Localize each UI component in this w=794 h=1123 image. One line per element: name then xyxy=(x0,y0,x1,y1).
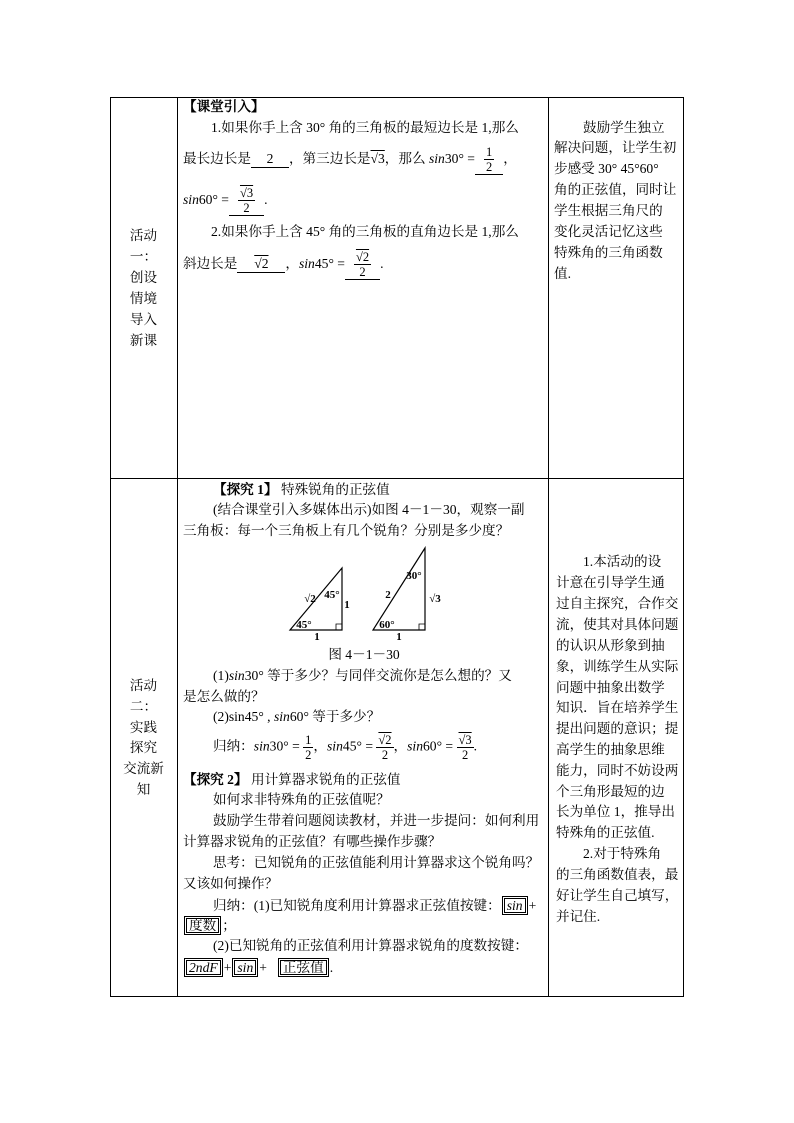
sin-symbol: sin xyxy=(428,151,445,167)
heading-title: 特殊锐角的正弦值 xyxy=(277,482,390,497)
calculator-key-sin: sin xyxy=(502,896,528,915)
column-divider-activity xyxy=(177,97,178,997)
explore-2-step-1 xyxy=(213,896,536,915)
design-note-line: 的三角函数值表，最 xyxy=(556,867,679,882)
sin-symbol: sin xyxy=(298,256,315,272)
denominator: 2 xyxy=(305,748,312,762)
explore-2-step-1-cont xyxy=(183,916,236,935)
design-note-line: 流，使其对具体问题 xyxy=(556,617,679,632)
explore-2-line: 思考：已知锐角的正弦值能利用计算器求这个锐角吗？ xyxy=(213,855,540,870)
text-segment: (1) xyxy=(213,668,229,683)
label-hypotenuse: 2 xyxy=(385,589,391,601)
text-segment: . xyxy=(264,192,268,208)
design-note-line: 个三角形最短的边 xyxy=(556,784,665,799)
answer-blank-sin60 xyxy=(229,186,264,216)
explore-2-line: 又该如何操作？ xyxy=(183,876,279,891)
design-note-line: 计意在引导学生通 xyxy=(556,575,665,590)
design-note-line: 解决问题，让学生初 xyxy=(554,140,677,155)
design-note-line: 能力，同时不妨设两 xyxy=(556,763,679,778)
heading-title: 用计算器求锐角的正弦值 xyxy=(247,772,401,787)
question-1-line-1: 1.如果你手上含 30° 角的三角板的最短边长是 1,那么 xyxy=(211,120,519,135)
activity-1-label-line: 新课 xyxy=(129,333,158,348)
explore-2-line: 如何求非特殊角的正弦值呢？ xyxy=(213,792,390,807)
explore-2-line: 鼓励学生带着问题阅读教材，并进一步提问：如何利用 xyxy=(213,813,540,828)
section-heading-explore-2 xyxy=(183,771,401,789)
text-segment: ，第三边长是 xyxy=(288,151,371,167)
design-note-line: 1.本活动的设 xyxy=(583,554,662,569)
text-segment: (2) xyxy=(213,709,229,724)
text-segment: 60° = xyxy=(423,738,454,754)
text-segment: ， xyxy=(393,738,408,754)
question-1-line-3 xyxy=(183,186,268,216)
column-divider-notes xyxy=(548,97,549,997)
activity-1-label-line: 创设 xyxy=(129,270,158,285)
design-note-line: 角的正弦值，同时让 xyxy=(554,182,677,197)
label-bottom-angle: 45° xyxy=(296,619,312,631)
text-segment: ， xyxy=(285,256,299,272)
fraction xyxy=(457,733,474,762)
denominator: 2 xyxy=(381,748,389,762)
calculator-key-degrees: 度数 xyxy=(184,916,221,935)
sin-symbol: sin xyxy=(228,709,245,724)
activity-2-label-line: 实践 xyxy=(129,720,158,735)
design-note-line: 的认识从形象到抽 xyxy=(556,638,665,653)
fraction xyxy=(484,145,494,174)
activity-1-label-line: 一： xyxy=(129,249,158,264)
activity-2-label-line: 探究 xyxy=(129,740,158,755)
calculator-key-sin: sin xyxy=(232,958,258,977)
design-note-line: 并记住. xyxy=(556,909,601,924)
design-note-line: 学生根据三角尺的 xyxy=(554,203,663,218)
label-top-angle: 45° xyxy=(324,589,340,601)
text-segment: . xyxy=(380,256,384,272)
design-note-line: 过自主探究，合作交 xyxy=(556,596,679,611)
design-note-line: 步感受 30° 45°60° xyxy=(554,161,659,176)
text-segment: 45° = xyxy=(314,256,345,272)
design-note-line: 变化灵活记忆这些 xyxy=(554,224,663,239)
text-segment: ； xyxy=(222,918,236,933)
heading-tag: 【探究 2】 xyxy=(183,772,248,787)
text-segment: 60° 等于多少？ xyxy=(289,709,381,724)
design-note-line: 长为单位 1，推导出 xyxy=(556,804,675,819)
triangle-30-60-90 xyxy=(373,548,441,643)
text-segment: . xyxy=(473,738,478,754)
calculator-key-sine-value: 正弦值 xyxy=(278,958,329,977)
numerator: √3 xyxy=(239,186,254,200)
sqrt-value: √3 xyxy=(370,151,385,167)
text-segment: 最长边长是 xyxy=(183,151,251,167)
numerator: √2 xyxy=(355,250,370,264)
plus-sign: + xyxy=(259,960,267,975)
activity-2-label-line: 二： xyxy=(129,699,158,714)
question-1-line-2 xyxy=(183,145,517,175)
design-note-line: 特殊角的三角函数 xyxy=(554,245,663,260)
explore-1-line: 三角板：每一个三角板上有几个锐角？分别是多少度？ xyxy=(183,523,510,538)
figure-caption: 图 4－1－30 xyxy=(328,647,400,662)
explore-1-question-1-cont: 是怎么做的？ xyxy=(183,689,265,704)
design-note-line: 象，训练学生从实际 xyxy=(556,659,679,674)
design-note-line: 鼓励学生独立 xyxy=(583,120,665,135)
answer-blank-sin45 xyxy=(345,250,380,280)
question-2-line-2 xyxy=(183,250,383,280)
design-note-line: 提出问题的意识；提 xyxy=(556,721,679,736)
numerator: 1 xyxy=(485,145,493,159)
label-bottom-angle: 60° xyxy=(379,619,395,631)
fraction xyxy=(354,250,371,279)
label-hypotenuse: √2 xyxy=(304,593,316,605)
text-segment: 30° 等于多少？与同伴交流你是怎么想的？又 xyxy=(244,668,512,683)
fraction xyxy=(238,186,255,215)
numerator: 1 xyxy=(305,733,312,747)
activity-1-label-line: 活动 xyxy=(129,228,158,243)
answer-blank-hypotenuse xyxy=(237,256,285,273)
denominator: 2 xyxy=(359,265,366,279)
text-segment: 60° = xyxy=(198,192,229,208)
explore-2-line: 计算器求锐角的正弦值？有哪些操作步骤？ xyxy=(183,834,442,849)
explore-2-step-2: (2)已知锐角的正弦值利用计算器求锐角的度数按键： xyxy=(213,938,528,953)
text-segment: 30° = xyxy=(444,151,475,167)
text-segment: 斜边长是 xyxy=(183,256,238,272)
text-segment: . xyxy=(329,960,334,975)
section-heading-explore-1 xyxy=(213,481,390,499)
sin-symbol: sin xyxy=(228,668,245,683)
calculator-key-2ndf: 2ndF xyxy=(184,958,223,977)
fraction xyxy=(376,733,393,762)
design-note-line: 特殊角的正弦值. xyxy=(556,825,655,840)
answer-blank-sin30 xyxy=(475,145,503,175)
sin-symbol: sin xyxy=(273,709,290,724)
explore-1-question-2 xyxy=(213,708,380,726)
sin-symbol: sin xyxy=(407,738,423,754)
numerator: √3 xyxy=(458,733,472,747)
denominator: 2 xyxy=(485,160,493,174)
text-segment: 归纳：(1)已知锐角度利用计算器求正弦值按键： xyxy=(213,898,501,913)
triangle-45-45-90 xyxy=(290,568,350,643)
fraction xyxy=(303,733,313,762)
plus-sign: + xyxy=(528,898,537,913)
label-vertical-leg: 1 xyxy=(344,599,350,611)
heading-tag: 【探究 1】 xyxy=(213,482,278,497)
answer-blank-longest-side: 2 xyxy=(251,151,289,168)
section-heading-intro: 【课堂引入】 xyxy=(183,99,265,114)
label-vertical-leg: √3 xyxy=(429,593,441,605)
design-note-line: 值. xyxy=(554,266,571,281)
sin-symbol: sin xyxy=(183,192,199,208)
plus-sign: + xyxy=(223,960,232,975)
design-note-line: 知识．旨在培养学生 xyxy=(556,700,679,715)
design-note-line: 问题中抽象出数学 xyxy=(556,680,665,695)
explore-2-step-2-keys xyxy=(183,958,333,977)
label-base-leg: 1 xyxy=(396,631,402,643)
explore-1-summary xyxy=(213,733,477,762)
text-segment: 45° = xyxy=(342,738,373,754)
question-2-line-1: 2.如果你手上含 45° 角的三角板的直角边长是 1,那么 xyxy=(211,224,519,239)
text-segment: 归纳： xyxy=(213,738,254,754)
sqrt-value: √2 xyxy=(254,256,269,272)
text-segment: 45° , xyxy=(244,709,274,724)
label-base-leg: 1 xyxy=(314,631,320,643)
text-segment: ， xyxy=(503,151,517,167)
explore-1-question-1 xyxy=(213,667,512,685)
set-square-triangles-figure xyxy=(280,540,450,645)
numerator: √2 xyxy=(378,733,392,747)
design-note-line: 高学生的抽象思维 xyxy=(556,742,665,757)
label-top-angle: 30° xyxy=(406,570,422,582)
activity-2-label-line: 知 xyxy=(136,782,151,797)
text-segment: ， xyxy=(313,738,328,754)
explore-1-line: (结合课堂引入多媒体出示)如图 4－1－30，观察一副 xyxy=(213,502,525,517)
text-segment: ，那么 xyxy=(384,151,429,167)
activity-1-label-line: 情境 xyxy=(129,291,158,306)
activity-2-label-line: 活动 xyxy=(129,678,158,693)
design-note-line: 2.对于特殊角 xyxy=(583,846,662,861)
sin-symbol: sin xyxy=(253,738,270,754)
row-divider xyxy=(110,478,684,479)
activity-1-label-line: 导入 xyxy=(129,312,158,327)
activity-2-label-line: 交流新 xyxy=(123,761,164,776)
design-note-line: 好让学生自己填写， xyxy=(556,888,679,903)
sin-symbol: sin xyxy=(327,738,343,754)
text-segment: 30° = xyxy=(269,738,300,754)
denominator: 2 xyxy=(243,201,250,215)
denominator: 2 xyxy=(461,748,469,762)
